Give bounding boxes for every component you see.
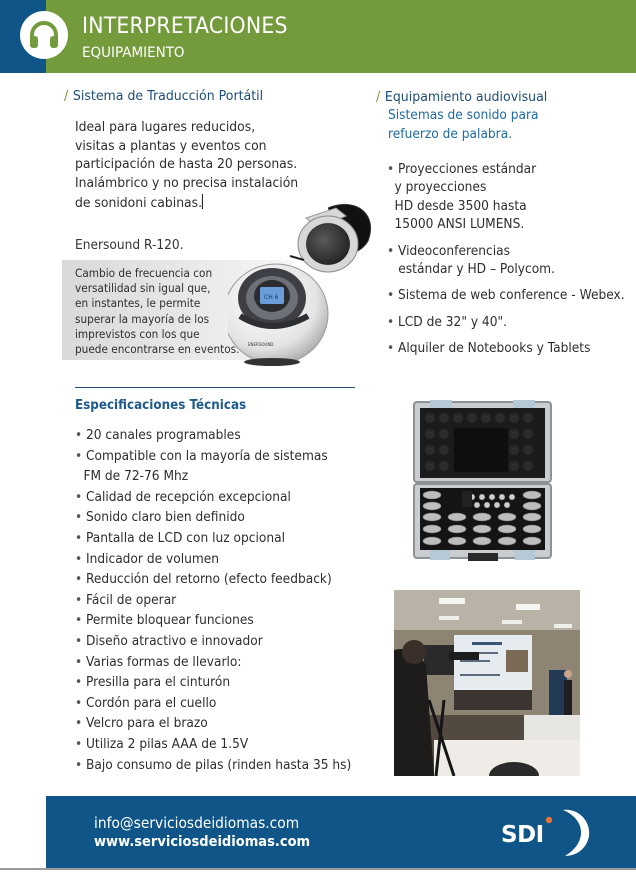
list-item: • Velcro para el brazo bbox=[75, 716, 208, 732]
list-item: • Sonido claro bien definido bbox=[75, 510, 245, 526]
conference-photo bbox=[394, 590, 580, 776]
contact-email-link[interactable]: info@serviciosdeidiomas.com bbox=[94, 814, 300, 832]
slash-marker: / bbox=[376, 89, 381, 105]
page-title: INTERPRETACIONES bbox=[82, 14, 288, 39]
list-item: • Presilla para el cinturón bbox=[75, 675, 231, 691]
section-title-audiovisual: / Equipamiento audiovisual bbox=[376, 89, 548, 105]
list-item: • Proyecciones estándar y proyecciones HD desde 3500 hasta 15000 ANSI LUMENS. bbox=[387, 162, 537, 233]
section-divider bbox=[75, 387, 355, 388]
list-item: • Utiliza 2 pilas AAA de 1.5V bbox=[75, 736, 249, 752]
list-item: • Varias formas de llevarlo: bbox=[75, 654, 242, 670]
globe-icon bbox=[545, 806, 601, 858]
svg-text:CH 6: CH 6 bbox=[264, 294, 279, 301]
headphones-icon bbox=[20, 11, 68, 59]
list-item: • Permite bloquear funciones bbox=[75, 613, 254, 629]
list-item: • LCD de 32" y 40". bbox=[387, 314, 507, 330]
page-subtitle: EQUIPAMIENTO bbox=[82, 45, 185, 61]
device-image bbox=[228, 196, 378, 366]
carrying-case-image bbox=[410, 398, 555, 566]
list-item: • Cordón para el cuello bbox=[75, 695, 217, 711]
sdi-logo bbox=[501, 806, 601, 858]
list-item: • Calidad de recepción excepcional bbox=[75, 489, 291, 505]
website-link[interactable]: www.serviciosdeidiomas.com bbox=[94, 834, 311, 850]
list-item: • Sistema de web conference - Webex. bbox=[387, 288, 625, 304]
text-cursor bbox=[202, 194, 203, 209]
device-model: Enersound R-120. bbox=[75, 238, 184, 253]
list-item: • Reducción del retorno (efecto feedback) bbox=[75, 572, 332, 588]
list-item: • Videoconferencias estándar y HD – Polycom. bbox=[387, 243, 555, 278]
footer bbox=[46, 796, 636, 868]
list-item: • Pantalla de LCD con luz opcional bbox=[75, 530, 285, 546]
audiovisual-intro: Sistemas de sonido para refuerzo de palabra. bbox=[388, 108, 539, 142]
list-item: • Diseño atractivo e innovador bbox=[75, 633, 263, 649]
logo-dot bbox=[546, 817, 552, 823]
device-description: Cambio de frecuencia con versatilidad sin igual que, en instantes, le permite superar la mayoría de los imprevistos con los que puede encontrarse en eventos. bbox=[75, 267, 240, 357]
specs-title: Especificaciones Técnicas bbox=[75, 398, 247, 413]
list-item: • Fácil de operar bbox=[75, 592, 177, 608]
list-item: • Bajo consumo de pilas (rinden hasta 35 hs) bbox=[75, 757, 352, 773]
audiovisual-list bbox=[387, 161, 625, 367]
specs-list bbox=[75, 426, 351, 776]
footer-bottom-rule bbox=[0, 868, 636, 870]
logo-text: SDI bbox=[501, 822, 544, 848]
svg-text:ENERSOUND: ENERSOUND bbox=[248, 342, 274, 347]
slash-marker: / bbox=[64, 88, 69, 104]
list-item: • 20 canales programables bbox=[75, 428, 241, 443]
section-title-portable: / Sistema de Traducción Portátil bbox=[64, 88, 264, 104]
list-item: • Indicador de volumen bbox=[75, 551, 219, 567]
list-item: • Alquiler de Notebooks y Tablets bbox=[387, 341, 591, 357]
list-item: • Compatible con la mayoría de sistemas FM de 72-76 Mhz bbox=[75, 448, 328, 485]
portable-intro: Ideal para lugares reducidos, visitas a plantas y eventos con participación de hasta 20 personas. Inalámbrico y no precisa instalación de sonidoni cabinas. bbox=[75, 120, 299, 211]
